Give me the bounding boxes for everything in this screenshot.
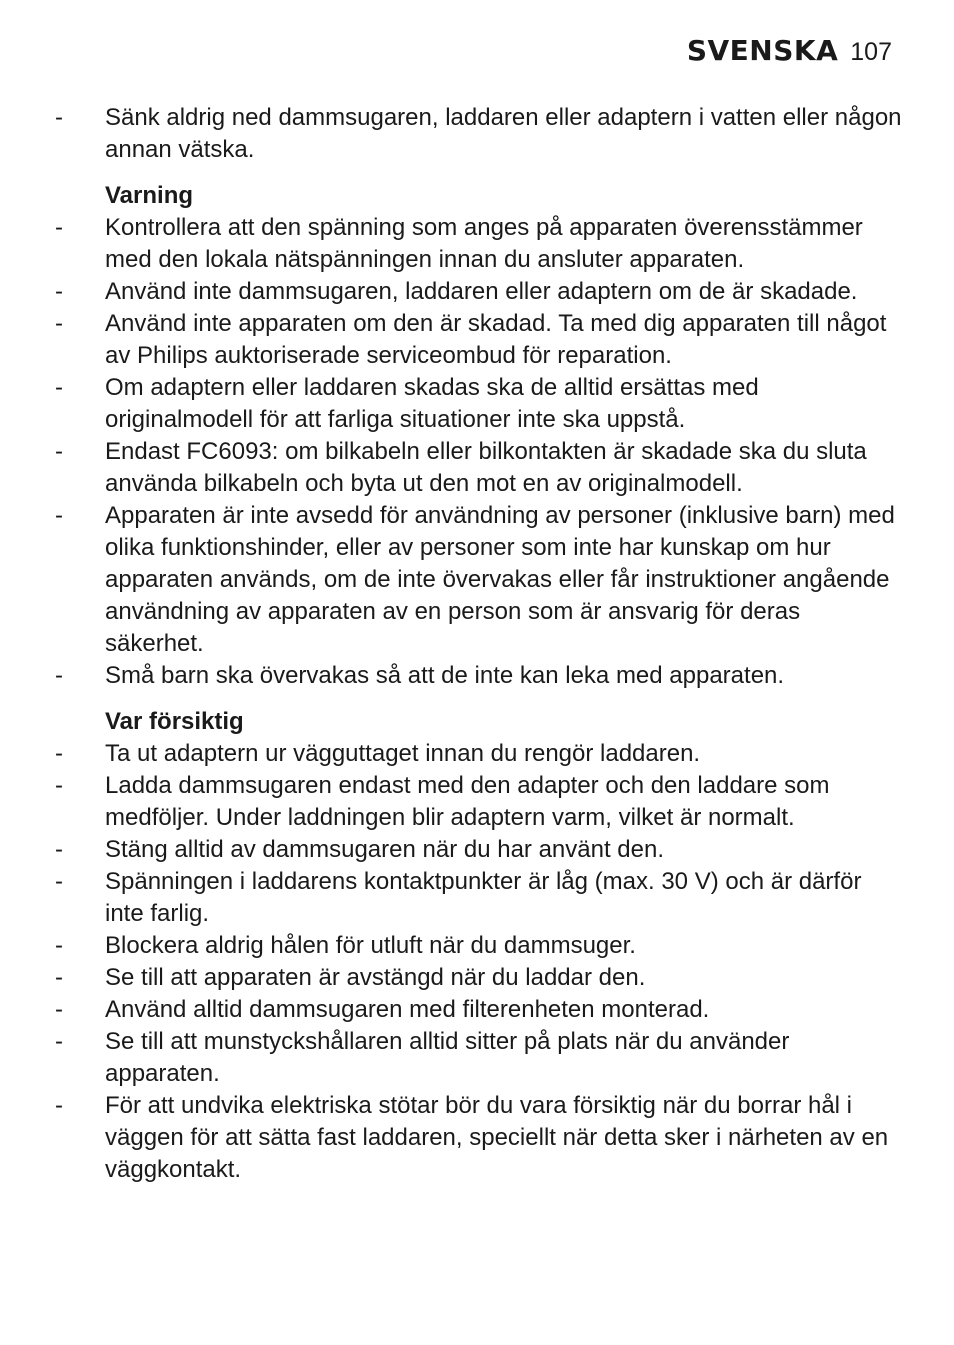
bullet-dash: - — [55, 836, 63, 863]
list-item — [55, 102, 905, 166]
bullet-dash: - — [55, 662, 63, 689]
list-item — [55, 436, 905, 500]
bullet-dash: - — [55, 214, 63, 241]
list-item-text: Små barn ska övervakas så att de inte kan leka med apparaten. — [105, 662, 785, 689]
list-item — [55, 994, 905, 1026]
list-item-text: Spänningen i laddarens kontaktpunkter är låg (max. 30 V) och är därför inte farlig. — [105, 868, 862, 927]
list-item — [55, 500, 905, 660]
language-label: SVENSKA — [686, 34, 839, 67]
bullet-dash: - — [55, 104, 63, 131]
list-item-text: Stäng alltid av dammsugaren när du har använt den. — [105, 836, 665, 863]
list-item-text: Om adaptern eller laddaren skadas ska de alltid ersättas med originalmodell för att farliga situationer inte ska uppstå. — [105, 374, 759, 433]
list-item-text: Se till att munstyckshållaren alltid sitter på plats när du använder apparaten. — [105, 1028, 790, 1087]
list-item-text: Använd inte dammsugaren, laddaren eller adaptern om de är skadade. — [105, 278, 858, 305]
intro-list — [55, 102, 905, 166]
page-number: 107 — [850, 38, 892, 66]
bullet-dash: - — [55, 1028, 63, 1055]
list-item — [55, 372, 905, 436]
list-item — [55, 276, 905, 308]
varning-list — [55, 212, 905, 692]
bullet-dash: - — [55, 502, 63, 529]
section-title-var-forsiktig: Var försiktig — [105, 708, 244, 735]
list-item-text: Apparaten är inte avsedd för användning av personer (inklusive barn) med olika funktionshinder, eller av personer som inte har kunskap om hur apparaten används, om de inte övervakas eller får instruktioner angående användning av apparaten av en person som är ansvarig för deras säkerhet. — [105, 502, 895, 657]
list-item-text: Ladda dammsugaren endast med den adapter och den laddare som medföljer. Under laddningen blir adaptern varm, vilket är normalt. — [105, 772, 830, 831]
list-item — [55, 962, 905, 994]
list-item — [55, 212, 905, 276]
list-item — [55, 930, 905, 962]
list-item — [55, 308, 905, 372]
list-item-text: Blockera aldrig hålen för utluft när du dammsuger. — [105, 932, 636, 959]
list-item — [55, 738, 905, 770]
list-item — [55, 1090, 905, 1186]
list-item — [55, 834, 905, 866]
bullet-dash: - — [55, 1092, 63, 1119]
list-item — [55, 1026, 905, 1090]
bullet-dash: - — [55, 438, 63, 465]
bullet-dash: - — [55, 310, 63, 337]
list-item-text: Använd alltid dammsugaren med filterenheten monterad. — [105, 996, 710, 1023]
page-header — [687, 34, 892, 67]
bullet-dash: - — [55, 740, 63, 767]
list-item — [55, 770, 905, 834]
list-item-text: För att undvika elektriska stötar bör du vara försiktig när du borrar hål i väggen för att sätta fast laddaren, speciellt när detta sker i närheten av en väggkontakt. — [105, 1092, 889, 1183]
document-body — [55, 102, 905, 1186]
list-item-text: Använd inte apparaten om den är skadad. Ta med dig apparaten till något av Philips auktoriserade serviceombud för reparation. — [105, 310, 887, 369]
list-item-text: Sänk aldrig ned dammsugaren, laddaren eller adaptern i vatten eller någon annan vätska. — [105, 104, 902, 163]
list-item-text: Ta ut adaptern ur vägguttaget innan du rengör laddaren. — [105, 740, 701, 767]
bullet-dash: - — [55, 964, 63, 991]
bullet-dash: - — [55, 996, 63, 1023]
bullet-dash: - — [55, 374, 63, 401]
list-item-text: Endast FC6093: om bilkabeln eller bilkontakten är skadade ska du sluta använda bilkabeln och byta ut den mot en av originalmodell. — [105, 438, 867, 497]
bullet-dash: - — [55, 772, 63, 799]
list-item-text: Kontrollera att den spänning som anges på apparaten överensstämmer med den lokala nätspänningen innan du ansluter apparaten. — [105, 214, 863, 273]
var-forsiktig-list — [55, 738, 905, 1186]
bullet-dash: - — [55, 278, 63, 305]
section-title-varning: Varning — [105, 182, 194, 209]
bullet-dash: - — [55, 868, 63, 895]
bullet-dash: - — [55, 932, 63, 959]
list-item — [55, 660, 905, 692]
list-item-text: Se till att apparaten är avstängd när du laddar den. — [105, 964, 646, 991]
list-item — [55, 866, 905, 930]
